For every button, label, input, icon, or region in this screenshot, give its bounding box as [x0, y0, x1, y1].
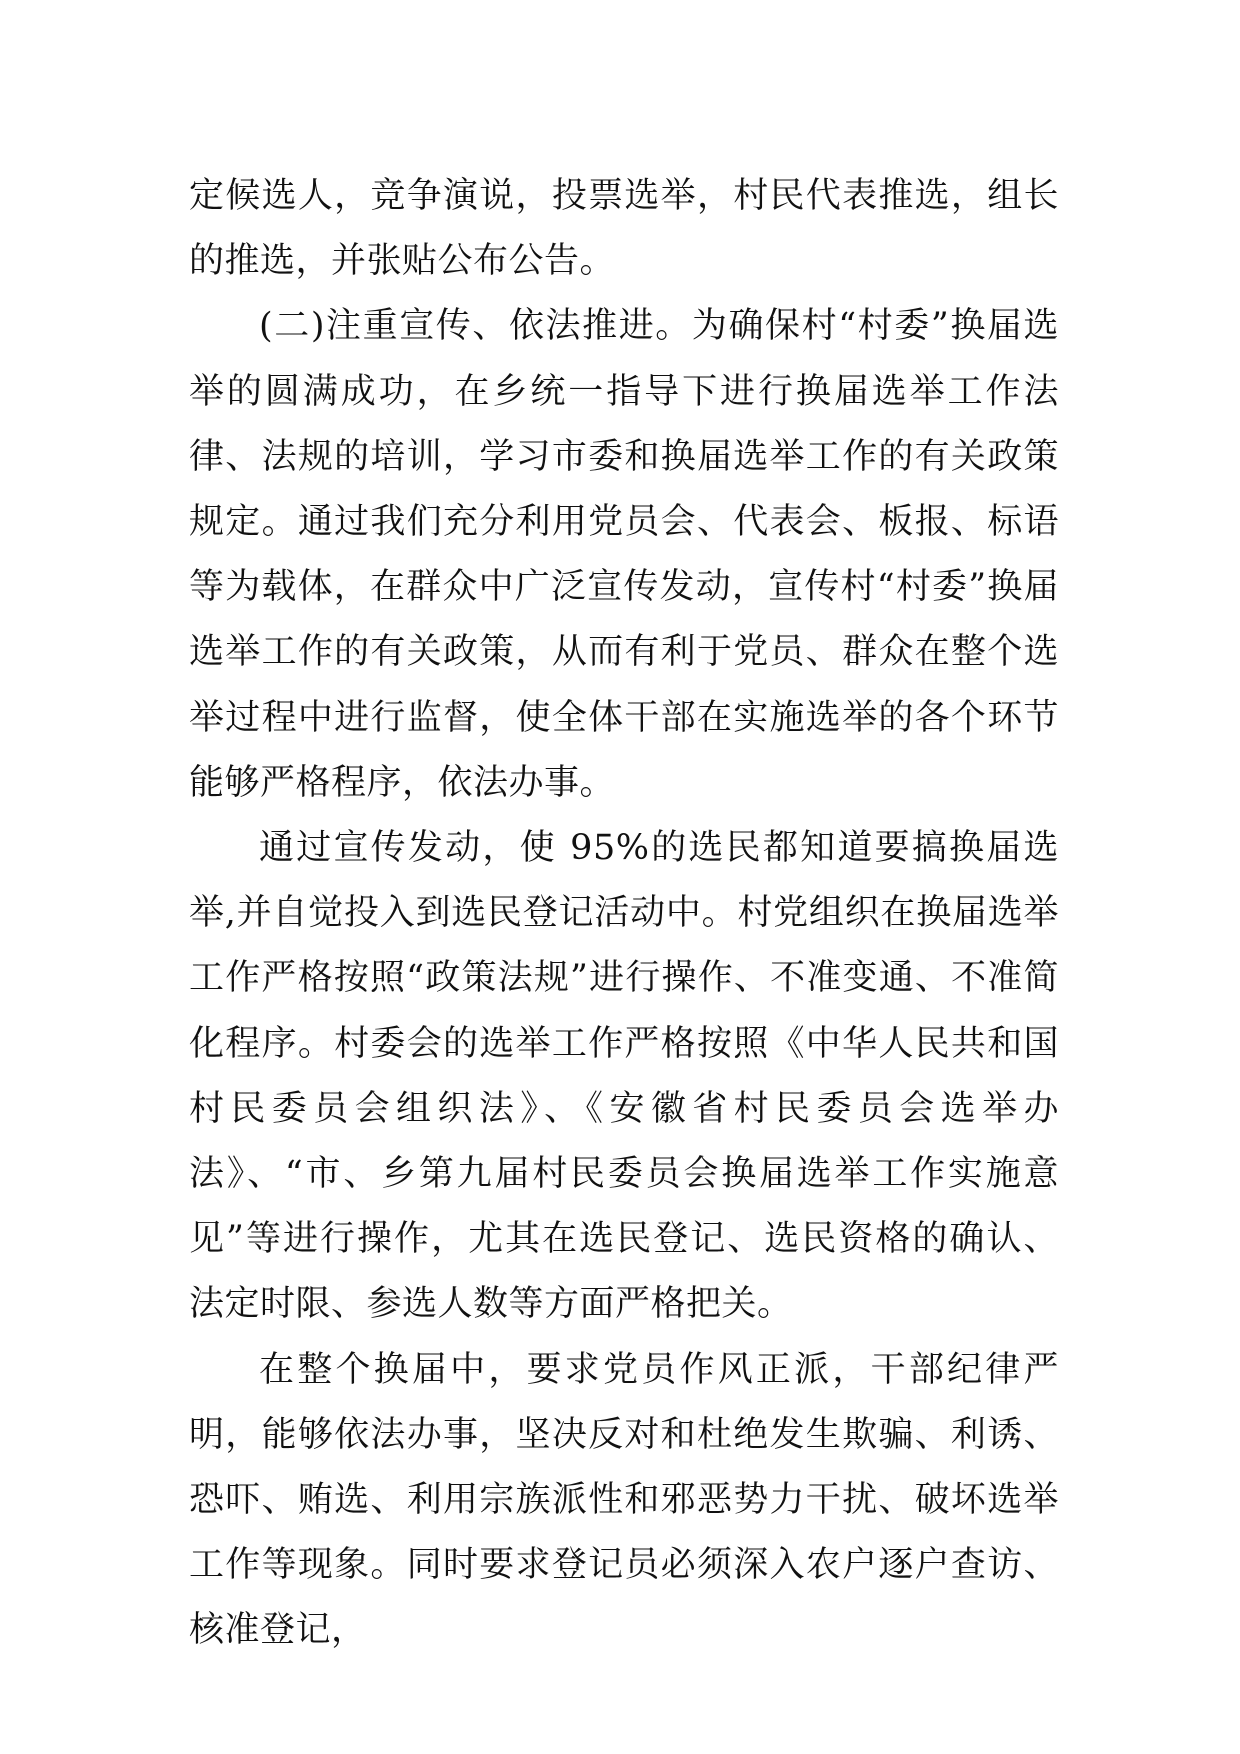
- paragraph-4: 在整个换届中，要求党员作风正派，干部纪律严明，能够依法办事，坚决反对和杜绝发生欺骗、利诱、恐吓、贿选、利用宗族派性和邪恶势力干扰、破坏选举工作等现象。同时要求登记员必须深入农户逐户查访、核准登记，: [189, 1349, 1059, 1651]
- paragraph-3: 通过宣传发动，使 95%的选民都知道要搞换届选举,并自觉投入到选民登记活动中。村党组织在换届选举工作严格按照“政策法规”进行操作、不准变通、不准简化程序。村委会的选举工作严格按照《中华人民共和国村民委员会组织法》、《安徽省村民委员会选举办法》、“市、乡第九届村民委员会换届选举工作实施意见”等进行操作，尤其在选民登记、选民资格的确认、法定时限、参选人数等方面严格把关。: [189, 828, 1059, 1325]
- paragraph-1: 定候选人，竞争演说，投票选举，村民代表推选，组长的推选，并张贴公布公告。: [189, 176, 1059, 282]
- document-body: [189, 164, 1059, 1664]
- paragraph-2: (二)注重宣传、依法推进。为确保村“村委”换届选举的圆满成功，在乡统一指导下进行换届选举工作法律、法规的培训，学习市委和换届选举工作的有关政策规定。通过我们充分利用党员会、代表会、板报、标语等为载体，在群众中广泛宣传发动，宣传村“村委”换届选举工作的有关政策，从而有利于党员、群众在整个选举过程中进行监督，使全体干部在实施选举的各个环节能够严格程序，依法办事。: [189, 306, 1059, 803]
